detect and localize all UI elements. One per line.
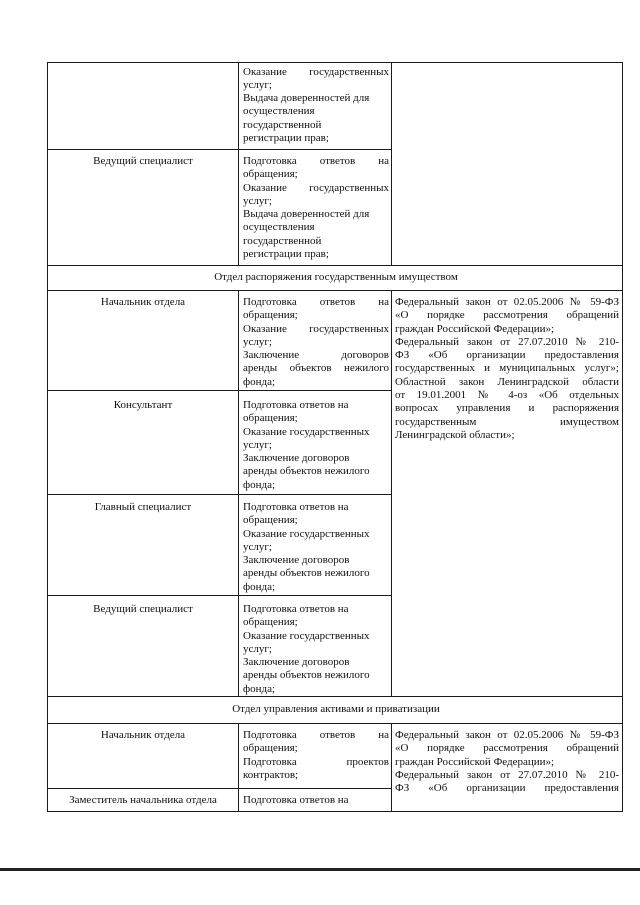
- duty-line: аренды объектов нежилого: [243, 362, 389, 375]
- duty-line: Подготовка ответов на: [243, 296, 389, 308]
- law-line: государственным имуществом: [395, 415, 619, 428]
- duty-line: Подготовка проектов: [243, 755, 389, 768]
- duty-line: регистрации прав;: [243, 131, 329, 144]
- duty-line: Заключение договоров: [243, 349, 389, 362]
- duty-line: услуг;: [243, 642, 272, 655]
- row-divider: [47, 149, 392, 150]
- duty-line: Оказание государственных: [243, 181, 389, 194]
- law-line: от 19.01.2001 № 4-оз «Об отдельных: [395, 389, 619, 402]
- duty-line: Заключение договоров: [243, 554, 350, 567]
- duty-line: аренды объектов нежилого: [243, 465, 370, 478]
- duty-line: осуществления: [243, 105, 315, 118]
- duties-cell: [243, 603, 389, 696]
- law-line: Областной закон Ленинградской области: [395, 375, 619, 388]
- law-line: «О порядке рассмотрения обращений: [395, 309, 619, 322]
- row-divider: [47, 696, 623, 697]
- law-line: Федеральный закон от 27.07.2010 № 210-: [395, 335, 619, 348]
- law-cell: [395, 296, 619, 442]
- duties-cell: [243, 729, 389, 782]
- position-cell: Консультант: [113, 399, 173, 411]
- duty-line: Подготовка ответов на: [243, 794, 349, 806]
- duty-line: Подготовка ответов на: [243, 729, 389, 741]
- duty-line: осуществления: [243, 221, 315, 234]
- row-divider: [47, 290, 623, 291]
- row-divider: [47, 265, 623, 266]
- col-divider-2a: [391, 62, 392, 265]
- duty-line: регистрации прав;: [243, 248, 329, 261]
- duty-line: аренды объектов нежилого: [243, 669, 370, 682]
- duties-cell: [243, 501, 389, 594]
- duty-line: обращения;: [243, 514, 298, 527]
- duty-line: Выдача доверенностей для: [243, 208, 370, 221]
- row-divider: [47, 788, 392, 789]
- row-divider: [47, 390, 392, 391]
- col-divider-1c: [238, 723, 239, 812]
- section-title: Отдел управления активами и приватизации: [232, 703, 440, 715]
- duty-line: обращения;: [243, 616, 298, 629]
- duty-line: Оказание государственных: [243, 425, 370, 438]
- col-divider-1b: [238, 290, 239, 696]
- duty-line: Заключение договоров: [243, 452, 350, 465]
- position-cell: Ведущий специалист: [93, 155, 193, 167]
- duties-cell: [243, 399, 389, 492]
- col-divider-2b: [391, 290, 392, 696]
- table-border-right: [622, 62, 623, 812]
- duty-line: Оказание государственных: [243, 322, 389, 335]
- law-line: Федеральный закон от 02.05.2006 № 59-ФЗ: [395, 729, 619, 741]
- duty-line: государственной: [243, 234, 322, 247]
- law-line: вопросах управления и распоряжения: [395, 402, 619, 415]
- duty-line: обращения;: [243, 168, 298, 181]
- duty-line: услуг;: [243, 540, 272, 553]
- duty-line: услуг;: [243, 438, 272, 451]
- duty-line: фонда;: [243, 580, 276, 593]
- duty-line: фонда;: [243, 478, 276, 491]
- duty-line: аренды объектов нежилого: [243, 567, 370, 580]
- duty-line: Заключение договоров: [243, 656, 350, 669]
- position-cell: Начальник отдела: [100, 729, 186, 741]
- law-line: ФЗ «Об организации предоставления: [395, 349, 619, 362]
- duty-line: услуг;: [243, 335, 272, 348]
- duty-line: обращения;: [243, 412, 298, 425]
- duty-line: Подготовка ответов на: [243, 399, 349, 411]
- table-border-left: [47, 62, 48, 812]
- position-cell: Начальник отдела: [100, 296, 186, 308]
- col-divider-1a: [238, 62, 239, 265]
- duties-cell: [243, 92, 389, 145]
- law-cell: [395, 729, 619, 795]
- law-line: государственных и муниципальных услуг»;: [395, 362, 619, 375]
- duties-cell: [243, 296, 389, 389]
- duty-line: обращения;: [243, 309, 298, 322]
- duties-cell: [243, 155, 389, 261]
- law-line: граждан Российской Федерации»;: [395, 755, 555, 768]
- duty-line: обращения;: [243, 742, 298, 755]
- duty-line: Подготовка ответов на: [243, 603, 349, 615]
- duty-line: услуг;: [243, 194, 272, 207]
- row-divider: [47, 595, 392, 596]
- duty-line: государственной: [243, 118, 322, 131]
- law-line: Федеральный закон от 27.07.2010 № 210-: [395, 768, 619, 781]
- duty-line: Подготовка ответов на: [243, 501, 349, 513]
- duty-line: Выдача доверенностей для: [243, 92, 370, 104]
- section-title: Отдел распоряжения государственным имуществом: [214, 271, 458, 283]
- duty-line: Подготовка ответов на: [243, 155, 389, 167]
- position-cell: Главный специалист: [94, 501, 192, 513]
- position-cell: Ведущий специалист: [93, 603, 193, 615]
- duty-line: фонда;: [243, 375, 276, 388]
- law-line: Ленинградской области»;: [395, 428, 515, 441]
- duty-line: фонда;: [243, 682, 276, 695]
- table-border-top: [47, 62, 623, 63]
- position-cell: Заместитель начальника отдела: [69, 794, 217, 806]
- law-line: граждан Российской Федерации»;: [395, 322, 555, 335]
- law-line: Федеральный закон от 02.05.2006 № 59-ФЗ: [395, 296, 619, 308]
- duty-line: Оказание государственных: [243, 629, 370, 642]
- duty-line: Оказание государственных: [243, 527, 370, 540]
- row-divider: [47, 494, 392, 495]
- law-line: ФЗ «Об организации предоставления: [395, 782, 619, 795]
- law-line: «О порядке рассмотрения обращений: [395, 742, 619, 755]
- scan-edge: [0, 868, 640, 871]
- table-border-bottom: [47, 811, 623, 812]
- duties-cell: [243, 794, 389, 807]
- duty-line: Оказание государственных услуг;: [243, 66, 389, 92]
- duty-line: контрактов;: [243, 768, 299, 781]
- col-divider-2c: [391, 723, 392, 812]
- row-divider: [47, 723, 623, 724]
